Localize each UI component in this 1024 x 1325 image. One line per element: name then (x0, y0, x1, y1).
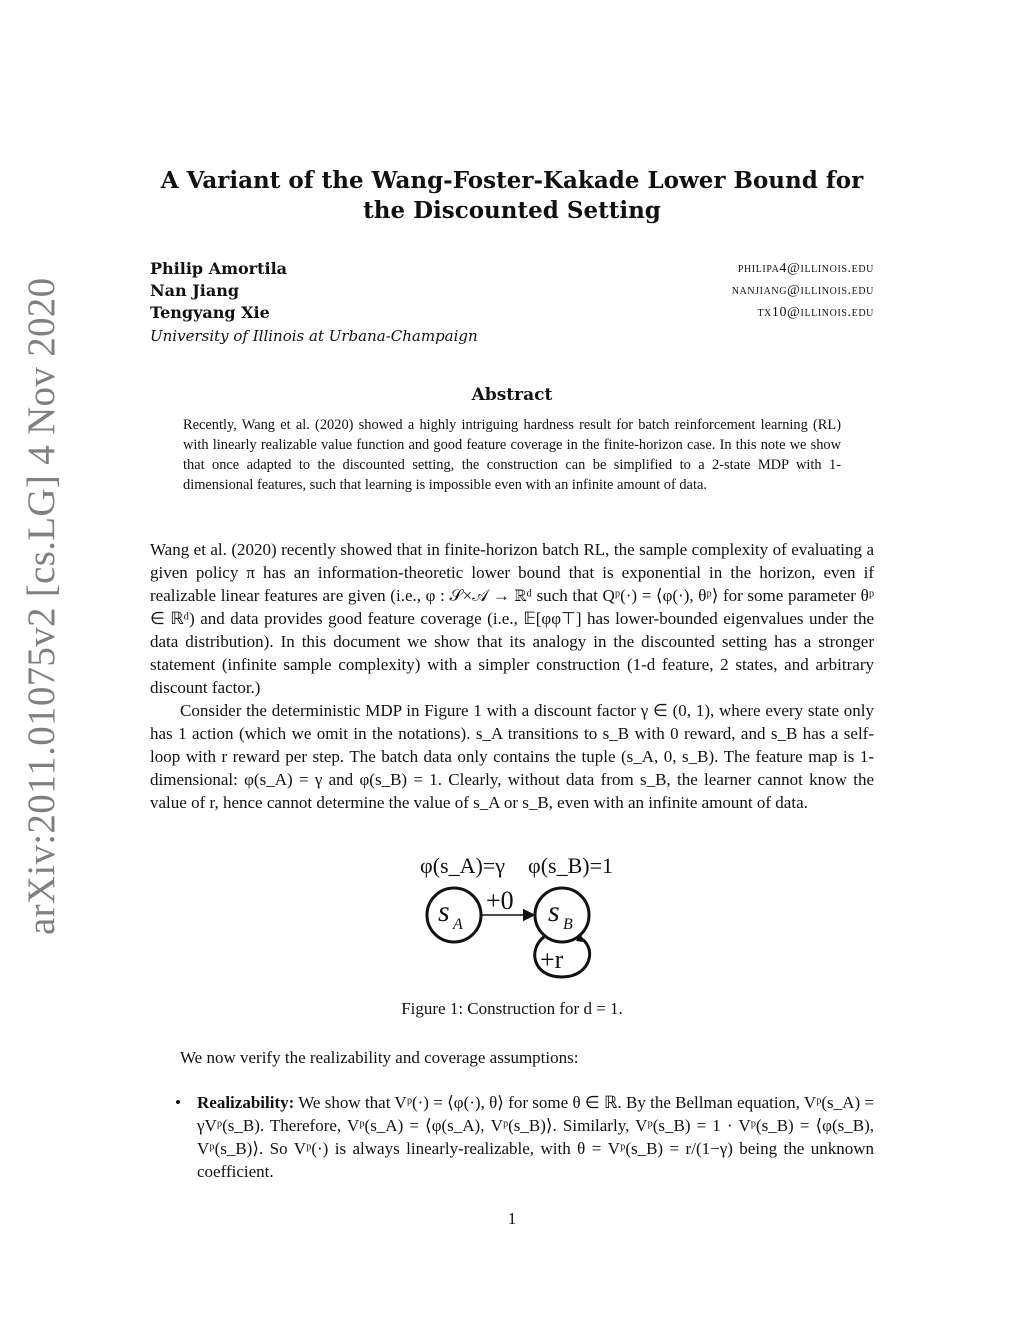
arxiv-stamp: arXiv:2011.01075v2 [cs.LG] 4 Nov 2020 (20, 277, 63, 935)
bullet-text (197, 1091, 874, 1183)
page-number: 1 (507, 1209, 517, 1228)
bullet-body: We show that Vᵖ(·) = ⟨φ(·), θ⟩ for some θ ∈ ℝ. By the Bellman equation, Vᵖ(s_A) = γVᵖ(s_B). Therefore, Vᵖ(s_A) = ⟨φ(s_A), Vᵖ(s_B)⟩. Similarly, Vᵖ(s_B) = 1 · Vᵖ(s_B) = ⟨φ(s_B), Vᵖ(s_B)⟩. So Vᵖ(·) is always linearly-realizable, with θ = Vᵖ(s_B) = r/(1−γ) being the unknown coefficient. (197, 1093, 874, 1181)
author-row (150, 258, 874, 280)
author-row (150, 280, 874, 302)
mdp-figure (400, 845, 630, 990)
author-name: Tengyang Xie (150, 303, 270, 322)
figure-caption: Figure 1: Construction for d = 1. (401, 999, 623, 1018)
feature-label-b: φ(s_B)=1 (528, 853, 613, 878)
author-block (150, 258, 874, 348)
state-a-subscript: A (453, 916, 463, 933)
state-b-label: s (548, 895, 560, 928)
paragraph-verify (150, 1046, 874, 1069)
paragraph-text: We now verify the realizability and coverage assumptions: (180, 1048, 579, 1067)
paragraph-text: Wang et al. (2020) recently showed that in finite-horizon batch RL, the sample complexity of evaluating a given policy π has an information-theoretic lower bound that is exponential in the horizon, even if realizable linear features are given (i.e., φ : 𝒮×𝒜 → ℝᵈ such that Qᵖ(·) = ⟨φ(·), θᵖ⟩ for some parameter θᵖ ∈ ℝᵈ) and data provides good feature coverage (i.e., 𝔼[φφ⊤] has lower-bounded eigenvalues under the data distribution). In this document we show that its analogy in the discounted setting has a stronger statement (infinite sample complexity) with a simpler construction (1-d feature, 2 states, and arbitrary discount factor.) (150, 540, 874, 697)
bullet-label: Realizability: (197, 1093, 295, 1112)
author-row (150, 302, 874, 324)
abstract-heading: Abstract (471, 385, 553, 405)
author-name: Philip Amortila (150, 259, 288, 278)
state-b-subscript: B (563, 916, 573, 933)
paragraph-construction (150, 699, 874, 814)
state-a-node (427, 888, 481, 942)
paper-title: A Variant of the Wang-Foster-Kakade Lower Bound for the Discounted Setting (160, 167, 864, 224)
self-loop-reward-label: +r (540, 945, 564, 974)
transition-reward-label: +0 (486, 886, 514, 915)
feature-label-a: φ(s_A)=γ (420, 853, 505, 878)
author-email[interactable]: tx10@illinois.edu (757, 305, 874, 320)
author-email[interactable]: philipa4@illinois.edu (737, 261, 874, 276)
state-a-label: s (438, 895, 450, 928)
affiliation: University of Illinois at Urbana-Champaign (150, 327, 478, 345)
paragraph-text: Consider the deterministic MDP in Figure 1 with a discount factor γ ∈ (0, 1), where every state only has 1 action (which we omit in the notations). s_A transitions to s_B with 0 reward, and s_B has a self-loop with r reward per step. The batch data only contains the tuple (s_A, 0, s_B). The feature map is 1-dimensional: φ(s_A) = γ and φ(s_B) = 1. Clearly, without data from s_B, the learner cannot know the value of r, hence cannot determine the value of s_A or s_B, even with an infinite amount of data. (150, 701, 874, 812)
paragraph-intro (150, 538, 874, 699)
abstract-text: Recently, Wang et al. (2020) showed a highly intriguing hardness result for batch reinforcement learning (RL) with linearly realizable value function and good feature coverage in the finite-horizon case. In this note we show that once adapted to the discounted setting, the construction can be simplified to a 2-state MDP with 1-dimensional features, such that learning is impossible even with an infinite amount of data. (183, 417, 841, 493)
author-name: Nan Jiang (150, 281, 240, 300)
author-email[interactable]: nanjiang@illinois.edu (731, 283, 874, 298)
bullet-realizability (175, 1091, 874, 1183)
bullet-icon: • (175, 1093, 181, 1112)
